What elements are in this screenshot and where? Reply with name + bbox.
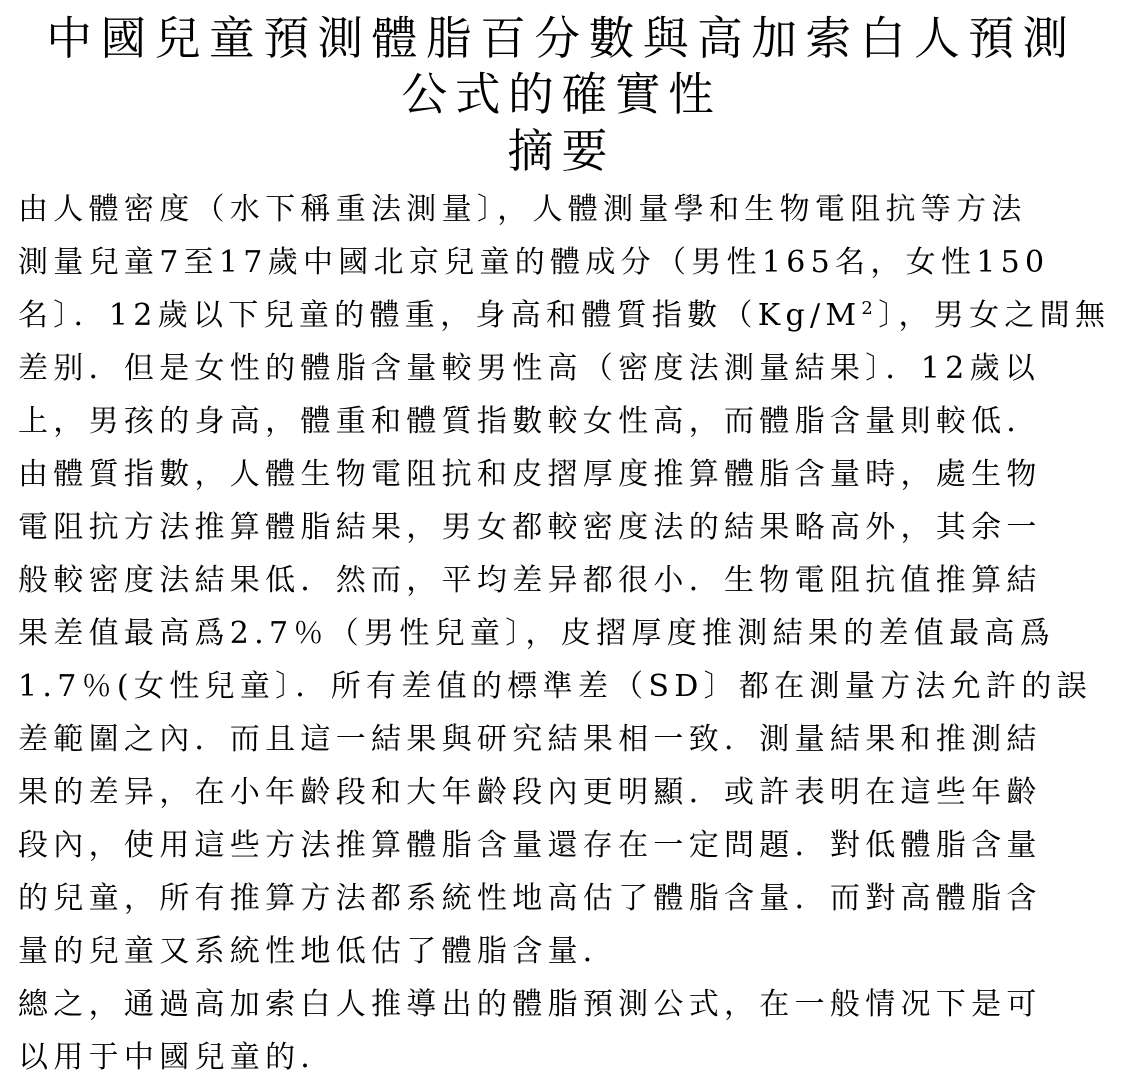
- abstract-line-4: 差别．但是女性的體脂含量較男性高（密度法測量結果〕．12歲以: [18, 351, 1041, 386]
- abstract-line-15: 量的兒童又系統性地低估了體脂含量．: [18, 934, 619, 969]
- abstract-line-16: 總之，通過高加索白人推導出的體脂預測公式，在一般情况下是可: [18, 987, 1042, 1022]
- abstract-line-17: 以用于中國兒童的．: [18, 1040, 336, 1075]
- abstract-line-13: 段內，使用這些方法推算體脂含量還存在一定問題．對低體脂含量: [18, 828, 1042, 863]
- abstract-line-5: 上，男孩的身高，體重和體質指數較女性高，而體脂含量則較低．: [18, 404, 1042, 439]
- abstract-line-2: 測量兒童7至17歲中國北京兒童的體成分（男性165名，女性150: [18, 245, 1050, 280]
- abstract-line-12: 果的差异，在小年齡段和大年齡段內更明顯．或許表明在這些年齡: [18, 775, 1042, 810]
- abstract-line-11: 差範圍之內．而且這一結果與研究結果相一致．測量結果和推測結: [18, 722, 1042, 757]
- abstract-line-3: [18, 298, 1111, 333]
- abstract-line-7: 電阻抗方法推算體脂結果，男女都較密度法的結果略高外，其余一: [18, 510, 1042, 545]
- abstract-line-14: 的兒童，所有推算方法都系統性地高估了體脂含量．而對高體脂含: [18, 881, 1042, 916]
- superscript-2: 2: [861, 298, 879, 319]
- abstract-line-1: 由人體密度（水下稱重法測量〕，人體測量學和生物電阻抗等方法: [18, 192, 1027, 227]
- abstract-line-6: 由體質指數，人體生物電阻抗和皮摺厚度推算體脂含量時，處生物: [18, 457, 1042, 492]
- abstract-line-9: 果差值最高爲2.7％（男性兒童〕，皮摺厚度推測結果的差值最高爲: [18, 616, 1056, 651]
- abstract-line-3-text: 名〕．12歲以下兒童的體重，身高和體質指數（Kg/M: [18, 298, 862, 333]
- abstract-heading: 摘要: [507, 124, 616, 178]
- abstract-line-8: 般較密度法結果低．然而，平均差异都很小．生物電阻抗值推算結: [18, 563, 1042, 598]
- title-line-1: 中國兒童預測體脂百分數與高加索白人預測: [46, 12, 1077, 65]
- title-line-2: 公式的確實性: [401, 68, 722, 121]
- abstract-line-10: 1.7％(女性兒童〕．所有差值的標準差（SD〕都在測量方法允許的誤: [18, 669, 1092, 704]
- abstract-line-3-tail: 〕，男女之間無: [878, 298, 1111, 333]
